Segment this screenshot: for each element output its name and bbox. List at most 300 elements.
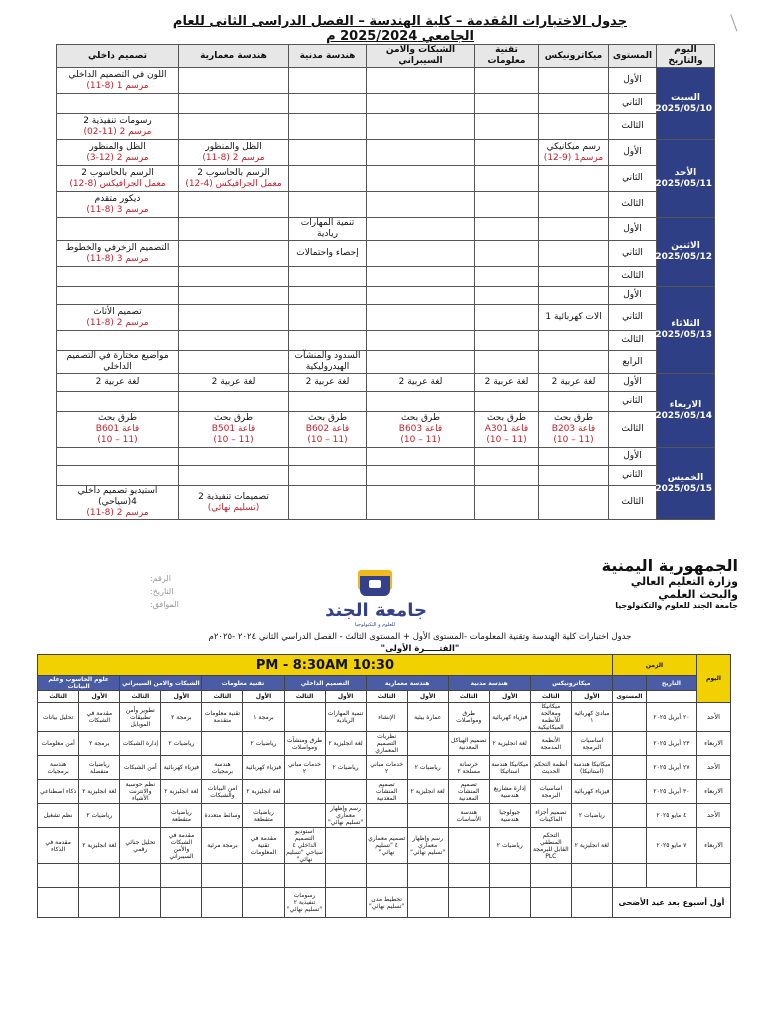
room-label: قاعة B601 <box>95 424 140 434</box>
day-name: الاربعاء <box>669 399 702 410</box>
exam-cell: طرق ومواصلات <box>448 703 489 732</box>
exam-cell <box>475 305 539 331</box>
level-col-spacer <box>612 676 646 691</box>
exam-cell <box>284 864 325 888</box>
exam-cell <box>57 241 179 267</box>
course-name: تصميم الأثاث <box>93 306 142 317</box>
exam-cell: رياضيات متقطعة <box>161 804 202 828</box>
table-row <box>38 804 731 828</box>
exam-cell <box>79 864 120 888</box>
level-subheader: الأول <box>79 691 120 703</box>
level-cell: الثاني <box>609 94 657 114</box>
day-cell <box>648 287 715 374</box>
table-row <box>57 392 715 412</box>
day-cell: الاربعاء <box>696 732 730 756</box>
table-row <box>57 331 715 351</box>
exam-cell <box>539 351 609 374</box>
doc2-title: جدول اختبارات كلية الهندسة وتقنية المعلومات -المستوى الأول + المستوى الثالث - الفصل الدراسي الثاني ٢٠٢٤ -٢٠٢٥م <box>208 632 632 642</box>
room-label: قاعة A301 <box>484 424 529 434</box>
table-row <box>57 448 715 466</box>
exam-cell <box>289 94 367 114</box>
exam-cell <box>284 703 325 732</box>
exam-cell <box>57 218 179 241</box>
column-header: ميكاترونيكس <box>539 45 609 68</box>
exam-cell: هندسة الأساسات <box>448 804 489 828</box>
scan-mark <box>730 11 746 32</box>
exam-cell: ذكاء اصطناعي <box>38 780 79 804</box>
level-cell: الثاني <box>609 392 657 412</box>
exam-cell <box>367 486 475 520</box>
column-header: تقنية معلومات <box>475 45 539 68</box>
exam-cell <box>539 374 609 392</box>
exam-cell <box>489 888 530 918</box>
exam-cell <box>539 305 609 331</box>
column-header: تصميم داخلي <box>57 45 179 68</box>
exam-cell <box>57 392 179 412</box>
exam-cell: برمجة ٢ <box>79 732 120 756</box>
exam-cell <box>57 305 179 331</box>
exam-cell <box>571 888 612 918</box>
level-subheader: الأول <box>325 691 366 703</box>
exam-cell <box>539 466 609 486</box>
exam-cell: مبادئ كهربائية ١ <box>571 703 612 732</box>
exam-cell <box>289 68 367 94</box>
exam-cell <box>539 267 609 287</box>
course-name: رسم ميكانيكي <box>546 141 601 152</box>
exam-cell: مقدمة في الشبكات <box>79 703 120 732</box>
exam-cell <box>57 140 179 166</box>
exam-cell <box>57 331 179 351</box>
exam-cell <box>539 287 609 305</box>
room-label: مرسم1 (9-12) <box>543 152 604 163</box>
column-header: المستوى <box>609 45 657 68</box>
date-sub-spacer <box>646 691 696 703</box>
exam-cell <box>475 166 539 192</box>
exam-cell: لغة انجليزية ٢ <box>161 780 202 804</box>
course-name: تصميمات تنفيذية 2 <box>198 491 269 502</box>
ref-number-label: الرقم: <box>150 574 171 583</box>
course-name: اللون في التصميم الداخلي <box>68 69 167 80</box>
exam-cell <box>179 241 289 267</box>
day-cell <box>648 374 715 448</box>
day-date: 2025/05/14م <box>648 410 712 421</box>
day-date: 2025/05/12م <box>648 252 712 262</box>
table-row <box>57 68 715 94</box>
exam-schedule-table <box>56 44 715 520</box>
table-row <box>57 94 715 114</box>
level-spacer <box>612 732 646 756</box>
table-row <box>57 351 715 374</box>
exam-cell <box>179 94 289 114</box>
exam-cell <box>289 412 367 448</box>
exam-cell <box>120 864 161 888</box>
exam-cell <box>57 287 179 305</box>
course-name: مواضيع مختارة في التصميم الداخلي <box>66 351 169 372</box>
exam-cell <box>289 218 367 241</box>
exam-cell: خدمات مباني ٢ <box>284 756 325 780</box>
exam-cell <box>57 267 179 287</box>
exam-cell: برمجة مرئية <box>202 828 243 864</box>
table-row <box>57 192 715 218</box>
table-body <box>57 68 715 520</box>
exam-cell: خدمات مباني ٢ <box>366 756 407 780</box>
exam-cell: إدارة الشبكات <box>120 732 161 756</box>
level-subheader: الثالث <box>38 691 79 703</box>
exam-cell <box>367 267 475 287</box>
course-name: لغة عربية 2 <box>211 377 256 387</box>
exam-cell <box>448 828 489 864</box>
exam-cell <box>367 351 475 374</box>
exam-cell: رياضيات متقطعة <box>243 804 284 828</box>
exam-cell <box>539 486 609 520</box>
exam-cell: الأنظمة المدمجة <box>530 732 571 756</box>
room-label: مرسم 2 (11-02) <box>83 126 152 137</box>
day-cell: الاربعاء <box>696 780 730 804</box>
exam-cell <box>407 732 448 756</box>
exam-cell: جيولوجيا هندسية <box>489 804 530 828</box>
room-label: مرسم 2 (8-11) <box>202 152 265 163</box>
table-row <box>57 486 715 520</box>
level-cell: الأول <box>609 140 657 166</box>
level-cell: الثالث <box>609 486 657 520</box>
table-row <box>38 828 731 864</box>
exam-cell <box>38 888 79 918</box>
table-row <box>38 703 731 732</box>
exam-cell: ميكانيكا ومعالجة للأنظمة الميكانيكية <box>530 703 571 732</box>
exam-cell <box>179 392 289 412</box>
course-name: الرسم بالحاسوب 2 <box>197 167 270 178</box>
exam-cell <box>289 267 367 287</box>
table-row <box>57 166 715 192</box>
exam-cell <box>530 888 571 918</box>
day-cell: الأحد <box>696 804 730 828</box>
day-cell <box>648 140 715 218</box>
time-col-header: الزمن <box>612 655 696 676</box>
exam-cell: لغة انجليزية ٢ <box>571 828 612 864</box>
level-cell: الأول <box>609 218 657 241</box>
level-spacer <box>612 703 646 732</box>
exam-cell: برمجة ١ <box>243 703 284 732</box>
exam-cell <box>179 412 289 448</box>
exam-cell <box>475 94 539 114</box>
course-name: الرسم بالحاسوب 2 <box>81 167 154 178</box>
exam-cell <box>475 114 539 140</box>
exam-cell <box>539 114 609 140</box>
exam-cell: أمن الشبكات <box>120 756 161 780</box>
exam-cell: رسم وإظهار معماري "تسليم نهائي" <box>325 804 366 828</box>
exam-cell <box>57 412 179 448</box>
table-row <box>57 412 715 448</box>
exam-cell: وسائط متعددة <box>202 804 243 828</box>
exam-cell <box>289 241 367 267</box>
room-label: مرسم 3 (8-11) <box>86 253 149 264</box>
exam-cell <box>289 305 367 331</box>
exam-cell <box>179 287 289 305</box>
room-label: مرسم 3 (8-11) <box>86 204 149 215</box>
exam-cell <box>539 218 609 241</box>
exam-cell: هندسة برمجيات <box>38 756 79 780</box>
course-name: طرق بحث <box>486 413 527 423</box>
level-cell: الثاني <box>609 305 657 331</box>
exam-time: 10:30 PM - 8:30AM <box>38 655 613 676</box>
day-cell: الأحد <box>696 756 730 780</box>
exam-cell <box>475 412 539 448</box>
course-name: الظل والمنظور <box>89 141 146 152</box>
exam-cell <box>475 140 539 166</box>
ref-hijri-label: الموافق: <box>150 600 179 609</box>
course-name: طرق بحث <box>400 413 441 423</box>
exam-cell <box>539 412 609 448</box>
exam-cell <box>367 192 475 218</box>
exam-cell: نظم تشغيل <box>38 804 79 828</box>
exam-cell: برمجة ٢ <box>161 703 202 732</box>
exam-cell <box>367 374 475 392</box>
exam-cell: نظم حوسبة والانترنت الأشياء <box>120 780 161 804</box>
table-row <box>57 287 715 305</box>
exam-cell <box>289 192 367 218</box>
level-cell: الأول <box>609 448 657 466</box>
day-name: الخميس <box>667 472 704 483</box>
exam-cell: تصميم المنشآت المعدنية <box>366 780 407 804</box>
table-row <box>57 241 715 267</box>
day-cell <box>696 864 730 888</box>
column-header: اليوم والتاريخ <box>657 45 715 68</box>
level-cell: الثالث <box>609 114 657 140</box>
exam-cell <box>475 392 539 412</box>
exam-cell <box>57 466 179 486</box>
day-name: الثلاثاء <box>671 319 700 329</box>
exam-cell <box>367 68 475 94</box>
exam-cell: مقدمة في الشبكات والأمن السيبراني <box>161 828 202 864</box>
exam-cell: لغة انجليزية ٢ <box>489 732 530 756</box>
day-name: السبت <box>671 92 700 103</box>
exam-cell <box>407 888 448 918</box>
time-label: (11 – 10) <box>307 435 348 445</box>
time-label: (11 – 10) <box>486 435 527 445</box>
exam-cell <box>179 218 289 241</box>
exam-cell <box>407 864 448 888</box>
course-name: طرق بحث <box>553 413 594 423</box>
exam-cell <box>539 392 609 412</box>
exam-cell <box>289 486 367 520</box>
exam-cell <box>489 864 530 888</box>
room-label: مرسم 2 (12-3) <box>86 152 149 163</box>
column-header: الشبكات والامن السيبراني <box>367 45 475 68</box>
exam-cell <box>289 287 367 305</box>
exam-cell <box>367 166 475 192</box>
time-label: (11 – 10) <box>400 435 441 445</box>
exam-cell: أنظمة التحكم الحديث <box>530 756 571 780</box>
exam-cell <box>367 466 475 486</box>
date-cell: ٤ مايو ٢٠٢٥ <box>646 804 696 828</box>
exam-cell <box>367 241 475 267</box>
exam-cell: اساسيات البرمجة <box>571 732 612 756</box>
table-row <box>57 374 715 392</box>
exam-cell <box>367 140 475 166</box>
exam-cell <box>79 888 120 918</box>
room-label: قاعة B501 <box>211 424 256 434</box>
date-cell: ٢٠ أبريل ٢٠٢٥ <box>646 703 696 732</box>
day-date: 2025/05/15م <box>648 483 712 494</box>
course-name: السدود والمنشآت الهيدروليكية <box>294 351 361 372</box>
exam-cell: إدارة مشاريع هندسية <box>489 780 530 804</box>
exam-cell <box>161 864 202 888</box>
exam-cell <box>179 466 289 486</box>
doc1-title: جدول الاختبارات المُقدمة – كلية الهندسة – الفصل الدراسى الثانى للعام الجامعي 2025/2024 م <box>172 14 628 44</box>
table-row <box>38 780 731 804</box>
exam-cell: رياضيات ٢ <box>407 756 448 780</box>
level-spacer <box>612 756 646 780</box>
day-cell: الاربعاء <box>696 828 730 864</box>
exam-cell <box>367 218 475 241</box>
exam-cell <box>289 374 367 392</box>
exam-cell <box>179 114 289 140</box>
exam-cell: تحليل جنائي رقمي <box>120 828 161 864</box>
exam-cell: ميكانيكا هندسة (استاتيكا) <box>571 756 612 780</box>
exam-cell: فيزياء كهربائية <box>243 756 284 780</box>
exam-cell <box>179 374 289 392</box>
ref-labels <box>150 572 210 611</box>
exam-cell: التحكم المنطقي القابل للبرمجة PLC <box>530 828 571 864</box>
level-subheader: الثالث <box>202 691 243 703</box>
course-name: التصميم الزخرفي والخطوط <box>65 242 170 253</box>
course-name: طرق بحث <box>213 413 254 423</box>
exam-cell <box>179 351 289 374</box>
ministry-name: وزارة التعليم العالي <box>630 575 738 588</box>
doc2-subtitle: "الفتـــــرة الأولى" <box>380 644 460 654</box>
date-cell: ٢٣ أبريل ٢٠٢٥ <box>646 732 696 756</box>
exam-cell: مقدمة في تقنية المعلومات <box>243 828 284 864</box>
level-cell: الثاني <box>609 241 657 267</box>
course-name: لغة عربية 2 <box>398 377 443 387</box>
exam-cell <box>202 888 243 918</box>
exam-cell <box>179 140 289 166</box>
exam-cell: الإنشاء <box>366 703 407 732</box>
level-subheader: الأول <box>489 691 530 703</box>
program-header: هندسة مدنية <box>448 676 530 691</box>
exam-cell <box>475 68 539 94</box>
room-label: (تسليم نهائي) <box>207 502 260 513</box>
program-header: ميكاترونيكس <box>530 676 612 691</box>
exam-cell: فيزياء كهربائية <box>161 756 202 780</box>
exam-cell <box>325 828 366 864</box>
exam-cell <box>367 305 475 331</box>
exam-cell <box>289 114 367 140</box>
exam-cell <box>57 486 179 520</box>
exam-cell <box>120 888 161 918</box>
day-name: الاثنين <box>671 241 700 251</box>
exam-cell: هندسة برمجيات <box>202 756 243 780</box>
exam-cell: فيزياء كهربائية <box>489 703 530 732</box>
exam-cell: لغة انجليزية ٢ <box>79 828 120 864</box>
ref-date-label: التاريخ: <box>150 587 174 596</box>
table-row <box>57 114 715 140</box>
exam-cell <box>571 864 612 888</box>
exam-cell: تصميم معماري ٤ "تسليم نهائي" <box>366 828 407 864</box>
exam-cell: رياضيات ٢ <box>243 732 284 756</box>
exam-cell <box>179 267 289 287</box>
course-name: لغة عربية 2 <box>95 377 140 387</box>
exam-cell <box>475 466 539 486</box>
logo-name: جامعة الجند <box>325 600 427 621</box>
level-subheader: الأول <box>161 691 202 703</box>
table-row <box>57 305 715 331</box>
exam-cell: رسومات تنفيذية ٢ "تسليم نهائي" <box>284 888 325 918</box>
exam-cell <box>57 351 179 374</box>
exam-cell: رياضيات منفصلة <box>79 756 120 780</box>
exam-cell <box>407 804 448 828</box>
room-label: مرسم 1 (8-11) <box>86 80 149 91</box>
course-name: تنمية المهارات ريادية <box>300 218 355 239</box>
exam-cell <box>179 331 289 351</box>
exam-cell <box>57 166 179 192</box>
exam-cell <box>475 331 539 351</box>
exam-cell <box>38 864 79 888</box>
exam-cell <box>284 780 325 804</box>
program-header: هندسة معمارية <box>366 676 448 691</box>
exam-cell <box>325 780 366 804</box>
exam-cell <box>57 94 179 114</box>
course-name: لغة عربية 2 <box>305 377 350 387</box>
exam-cell: طرق ومنشآت ومواصلات <box>284 732 325 756</box>
exam-cell <box>284 804 325 828</box>
date-cell <box>646 864 696 888</box>
logo-icon <box>320 566 430 602</box>
table-row <box>57 267 715 287</box>
course-name: الظل والمنظور <box>205 141 262 152</box>
logo-subtitle: للعلوم و التكنولوجيا <box>354 622 396 628</box>
level-cell: الأول <box>609 287 657 305</box>
exam-cell <box>367 114 475 140</box>
table-row <box>57 140 715 166</box>
level-col-header: المستوى <box>612 691 646 703</box>
level-cell: الثاني <box>609 466 657 486</box>
exam-cell: رياضيات ٢ <box>79 804 120 828</box>
exam-cell: فيزياء كهربائية <box>571 780 612 804</box>
exam-cell <box>325 864 366 888</box>
exam-cell <box>367 448 475 466</box>
exam-cell <box>179 166 289 192</box>
exam-cell: امن البيانات والشبكات <box>202 780 243 804</box>
exam-cell: ميكانيكا هندسة استاتيكا <box>489 756 530 780</box>
column-header: هندسة معمارية <box>179 45 289 68</box>
table-row <box>57 218 715 241</box>
exam-cell: مقدمة في الذكاء <box>38 828 79 864</box>
level-spacer <box>612 864 646 888</box>
exam-cell <box>289 331 367 351</box>
exam-cell: لغة انجليزية ٢ <box>243 780 284 804</box>
exam-cell <box>539 241 609 267</box>
exam-cell <box>475 351 539 374</box>
exam-cell <box>367 287 475 305</box>
course-name: لغة عربية 2 <box>484 377 529 387</box>
exam-cell <box>289 448 367 466</box>
groups-row <box>38 676 731 691</box>
exam-cell <box>57 114 179 140</box>
level-subheader: الأول <box>407 691 448 703</box>
time-label: (11 – 10) <box>97 435 138 445</box>
exam-cell <box>475 287 539 305</box>
exam-cell <box>475 192 539 218</box>
exam-cell: لغة انجليزية ٢ <box>79 780 120 804</box>
level-cell: الثالث <box>609 267 657 287</box>
exam-cell: استوديو التصميم الداخلي ٤ سياحي "تسليم نهائي" <box>284 828 325 864</box>
level-spacer <box>612 804 646 828</box>
level-spacer <box>612 828 646 864</box>
exam-cell <box>367 412 475 448</box>
exam-cell: لغة انجليزية ٢ <box>407 780 448 804</box>
course-name: لغة عربية 2 <box>551 377 596 387</box>
